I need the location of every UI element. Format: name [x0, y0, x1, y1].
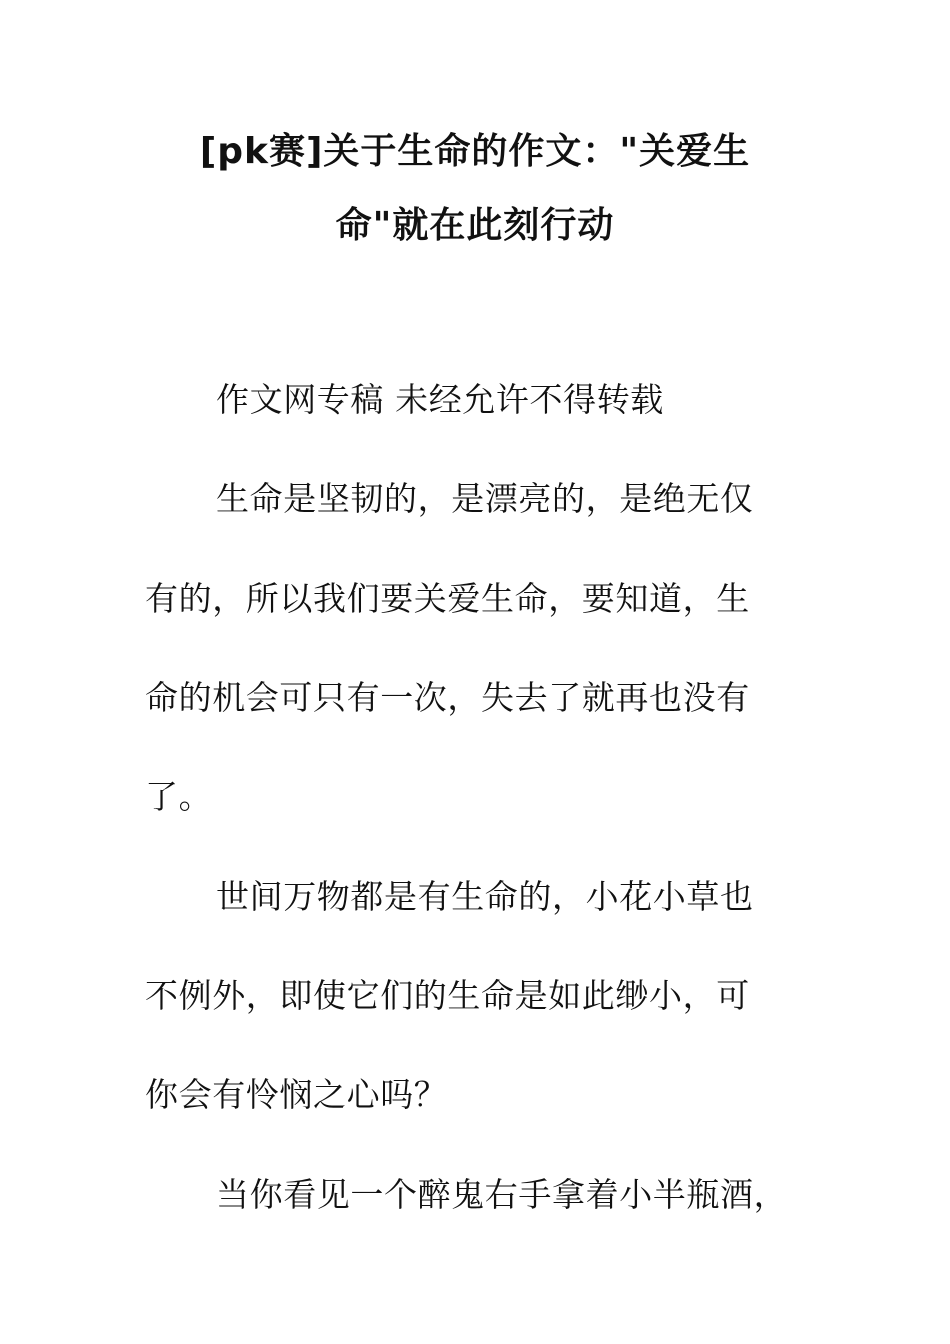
paragraph-2-line-1: 世间万物都是有生命的，小花小草也 — [216, 877, 754, 916]
paragraph-1-line-4: 了。 — [145, 777, 213, 816]
document-title-line-1: [pk赛]关于生命的作文："关爱生 — [199, 131, 751, 172]
paragraph-3-line-1: 当你看见一个醉鬼右手拿着小半瓶酒， — [216, 1175, 788, 1214]
paragraph-2-line-2: 不例外，即使它们的生命是如此缈小，可 — [145, 976, 750, 1015]
paragraph-1-line-1: 生命是坚韧的，是漂亮的，是绝无仅 — [216, 479, 754, 518]
paragraph-2-line-3: 你会有怜悯之心吗？ — [145, 1075, 448, 1114]
copyright-note: 作文网专稿 未经允许不得转载 — [216, 380, 664, 419]
document-title-line-2: 命"就在此刻行动 — [335, 205, 615, 246]
paragraph-1-line-2: 有的，所以我们要关爱生命，要知道，生 — [145, 579, 750, 618]
paragraph-1-line-3: 命的机会可只有一次，失去了就再也没有 — [145, 678, 750, 717]
